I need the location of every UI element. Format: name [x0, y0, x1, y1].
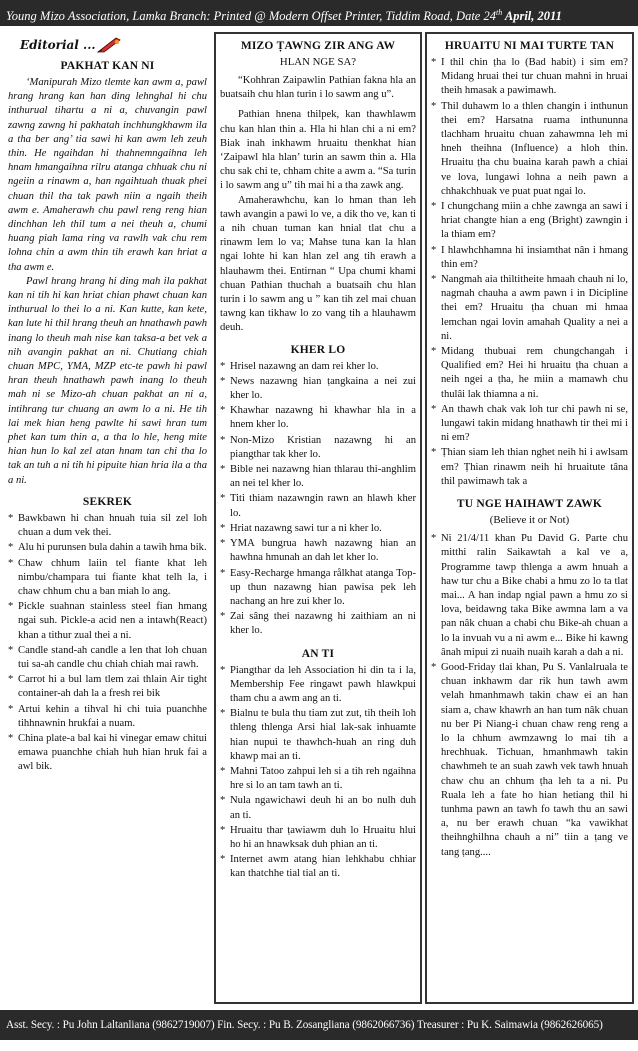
mizo-tawng-paragraph-3: Amaherawhchu, kan lo hman than leh tawh avangin a pawi lo ve, a dik tho ve, kan ti a nih chuan tuman kan hnial tlat chu a rinawm lem lo va; Mahse tuna kan la hlan ngai lohte hi kan hlan zel ang tih erawh a hlauhawm thei. Entirnan “ Upa chumi khami chuan Pathian thuchah a buatsaih chu hlan turin i lo sawm ang u ” kan tih zel mai chuan tawng kan tikhaw lo zo vang tih a hlauhawm deuh. — [220, 194, 416, 334]
list-item: * Hriat nazawng sawi tur a ni kher lo. — [220, 522, 416, 536]
header-text: Young Mizo Association, Lamka Branch: Printed @ Modern Offset Printer, Tiddim Road, Date 24 — [6, 9, 496, 24]
mizo-tawng-subtitle: HLAN NGE SA? — [279, 56, 357, 68]
list-item: * Carrot hi a bul lam tlem zai thlain Air tight container-ah dah la a fresh rei bik — [8, 673, 207, 701]
hruaitu-title: HRUAITU NI MAI TURTE TAN — [444, 40, 615, 52]
sekrek-list — [8, 512, 207, 775]
editorial-badge — [20, 36, 207, 54]
mizo-tawng-title: MIZO ṬAWNG ZIR ANG AW — [240, 40, 396, 52]
list-item: * Artui kehin a tihval hi chi tuia puanchhe tihhnawnin hrukfai a nuam. — [8, 703, 207, 731]
list-item: * Ni 21/4/11 khan Pu David G. Parte chu mitthi ralin Saikawtah a kal ve a, Programme tawp thlenga a awm hnuah a haw tur chu a Bike chabi a hmu zo lo ta tlat mai... A han indap ngial pawn a hmu zo si lova, beidawng taka Bike awmna lam a va pan nâk chuan a chabi chu Bike-ah chuan a lo la invuah vu a ni awm e... Bike hi kawng ânah mipui zi nuaih nuaih karah a dah a ni. — [431, 532, 628, 660]
believe-subtitle: (Believe it or Not) — [489, 514, 570, 527]
list-item: * Zai sâng thei nazawng hi zaithiam an ni kher lo. — [220, 610, 416, 638]
footer-bar — [0, 1010, 638, 1040]
column-hruaitu — [425, 32, 634, 1004]
list-item: * Non-Mizo Kristian nazawng hi an piangthar tak kher lo. — [220, 434, 416, 462]
list-item: * I thil chin ṭha lo (Bad habit) i sim em? Midang hruai thei tur chuan mahni in hruai theih hmasak a pawimawh. — [431, 56, 628, 99]
kher-lo-title: KHER LO — [290, 343, 346, 356]
list-item: * Chaw chhum laiin tel fiante khat leh nimbu/champara tui fiante khat telh la, i chaw chhum chu a ban miah lo ang. — [8, 557, 207, 600]
list-item: * I hlawhchhamna hi insiamthat nân i hmang thin em? — [431, 244, 628, 272]
list-item: * Midang thubuai rem chungchangah i Qualified em? Hei hi hruaitu ṭha chuan a neih ngei a ṭha, he miin a mamawh chu thulâi lak thiamna a ni. — [431, 345, 628, 402]
list-item: * Hruaitu thar ṭawiawm duh lo Hruaitu hlui ho hi an hnawksak duh phian an ti. — [220, 824, 416, 852]
an-ti-list — [220, 664, 416, 882]
header-month-year: April, 2011 — [502, 9, 562, 24]
list-item: * YMA bungrua hawh nazawng hian an hawhna hmunah an dah let kher lo. — [220, 537, 416, 565]
pakhat-paragraph-1: ‘Manipurah Mizo tlemte kan awm a, pawl hrang hrang kan han ding lehnghal hi chu inthurual tihartu a ni a, chuvangin pawl zawng zawng hi pakhatah inchhungkhawm ila a tha ber ang’ tia sawi hi kan awm leh zeuh thin. He ngaihdan hi thahnemngaihna leh hnam hmangaihna rilru atanga chhuak chu ni ngeiin a rinawm a, han ngaihtuah thuak phei chuan thil tha tak pawh niin a ngaih theih awm e. Amaherawh chu pawl reng reng hian dinchhan leh thil tum a nei theuh a, chumi huang piah lama ring va rawlh vak chu rem lohna chin a awm thin tih erawh kan hriat a tha awm e. — [8, 77, 207, 273]
an-ti-title: AN TI — [301, 647, 335, 660]
header-bar — [0, 0, 638, 26]
editorial-label: Editorial ... — [20, 38, 96, 52]
list-item: * Bawkbawn hi chan hnuah tuia sil zel loh chuan a dum vek thei. — [8, 512, 207, 540]
list-item: * China plate-a bal kai hi vinegar emaw chitui emawa puanchhe chiah huh hian hruk fai a awl bik. — [8, 732, 207, 775]
list-item: * Thil duhawm lo a thlen changin i inthunun thei em? Harsatna ruama inthununna tlachham hruaitu chuan zahawmna leh mi hneh theihna (Influence) a hloh thin. Hruaitu ṭha chu buaina karah pawh a chiai ve lova, lungawi lohna a neih pawn a chhakchhuak ve puat puat ngai lo. — [431, 100, 628, 199]
pakhat-paragraph-2: Pawl hrang hrang hi ding mah ila pakhat kan ni tih hi kan hriat chian phawt chuan kan inthurual lo thei lo a ni. Kan kutte, kan kete, kan lute hi thil hrang theuh an hnathawh pawh inang lo theuh mah nise kan taksa-a bet vek a nih avangin pakhat an ni. Chutiang chiah chuan MPC, YMA, MZP etc-te pawh hi pawl hran theuh hnathawh pawh inang lo theuh mah ni se Mizo-ah chuan pakhat an ni a, intihrang tur chuang an awm lo a ni. He tih lai mek hian heng pawlte hi sawi hran tum phet kan tum thin a, a tha lo hle, heng mite hian hun lo kal zel atan hnam tan chi tha lo tak an tuh a ni tih hi pipuite hian hria ila a tha a ni. — [8, 275, 207, 486]
list-item: * Nangmah aia thiltitheite hmaah chauh ni lo, nagmah chauha a awm pawn i in Dicipline thei em? Hruaitu ṭha chuan mi hmaa lemchan ngai lovin amahah Quality a nei a ni. — [431, 273, 628, 344]
list-item: * Titi thiam nazawngin rawn an hlawh kher lo. — [220, 492, 416, 520]
mizo-tawng-paragraph-2: Pathian hnena thilpek, kan thawhlawm chu kan hlan thin a. Hla hi hlan chi a ni em? Biak inah inkhawm hruaitu thenkhat hian ‘Zaipawl hla hlan’ turin an sawm thin a. Hla chu sak chi te, chham chite a awm a. “Sa turin i lo sawm ang u” tih mai hi a tha zawk ang. — [220, 109, 416, 192]
list-item: * Piangthar da leh Association hi din ta i la, Membership Fee ringawt pawh hlawkpui tham chu a awm ang an ti. — [220, 664, 416, 707]
header-date-suffix: th — [495, 8, 503, 17]
column-mizo-tawng — [214, 32, 422, 1004]
list-item: * I chungchang miin a chhe zawnga an sawi i hriat changte hian a eng (Bright) zawngin i la thiam em? — [431, 200, 628, 243]
list-item: * Hrisel nazawng an dam rei kher lo. — [220, 360, 416, 374]
column-editorial — [4, 32, 211, 1004]
list-item: * An thawh chak vak loh tur chi pawh ni se, lungawi takin midang hnathawh tir thei mi i ni em? — [431, 403, 628, 446]
list-item: * News nazawng hian ṭangkaina a nei zui kher lo. — [220, 375, 416, 403]
believe-title: TU NGE HAIHAWT ZAWK — [456, 498, 603, 511]
hruaitu-list — [431, 56, 628, 489]
footer-text: Asst. Secy. : Pu John Laltanliana (9862719007) Fin. Secy. : Pu B. Zosangliana (9862066736) Treasurer : Pu K. Saimawia (9862626065) — [6, 1019, 603, 1031]
pakhat-title: PAKHAT KAN NI — [60, 60, 155, 72]
list-item: * Internet awm atang hian lehkhabu chhiar kan thatchhe tial tial an ti. — [220, 853, 416, 881]
list-item: * Bible nei nazawng hian thlarau thi-anghlim an nei tel kher lo. — [220, 463, 416, 491]
list-item: * Easy-Recharge hmanga rålkhat atanga Top-up thun nazawng hian pawisa pek leh nachang an hre zui kher lo. — [220, 567, 416, 610]
list-item: * Pickle suahnan stainless steel fian hmang ngai suh. Pickle-a acid nen a intawh(React) khan a tithur zual thei a ni. — [8, 600, 207, 643]
kher-lo-list — [220, 360, 416, 639]
list-item: * Ṭhian siam leh thian nghet neih hi i awlsam em? Ṭhian rinawm neih hi hruaitute tâna thil pawimawh tak a — [431, 446, 628, 489]
list-item: * Khawhar nazawng hi khawhar hla in a hnem kher lo. — [220, 404, 416, 432]
mizo-tawng-paragraph-1: “Kohhran Zaipawlin Pathian fakna hla an buatsaih chu hlan turin i lo sawm ang u”. — [220, 75, 416, 101]
list-item: * Candle stand-ah candle a len that loh chuan tui sa-ah candle chu chiah chiah mai rawh. — [8, 644, 207, 672]
believe-list — [431, 532, 628, 860]
list-item: * Nula ngawichawi deuh hi an bo nulh duh an ti. — [220, 794, 416, 822]
list-item: * Good-Friday tlai khan, Pu S. Vanlalruala te chuan inkhawm dar rik hun tawh awm velah hmanhmawh takin chaw ei an han siam a, chaw khawrh an han tum nâk chuan nu ber Pi Niang-i chuan chaw reng reng a lo la chhum awmzawng lo mai tih a hrechhuak. Tichuan, hmanhmawh takin chawhmeh te an suah zawh vek tawh hnuah chaw chu an chhum ṭha leh ta a ni. Pu Ruala leh a fate ho hian hetiang thil hi tunhma pawn an tawh fo tawh thu an sawi a, nu ber erawh chuan “ka vawikhat theihnghilhna chauh a ni” tiin a ṭang ve tang ṭang.... — [431, 661, 628, 860]
list-item: * Alu hi purunsen bula dahin a tawih hma bik. — [8, 541, 207, 555]
list-item: * Mahni Tatoo zahpui leh si a tih reh ngaihna hre si lo an tam tawh an ti. — [220, 765, 416, 793]
list-item: * Bialnu te bula thu tiam zut zut, tih theih loh thleng thlenga Arsi hial lak-sak inhuamte hian nupui te thawhch-huah an ring duh khawp mai an ti. — [220, 707, 416, 764]
sekrek-title: SEKREK — [82, 495, 133, 508]
quill-pen-icon — [96, 36, 122, 54]
